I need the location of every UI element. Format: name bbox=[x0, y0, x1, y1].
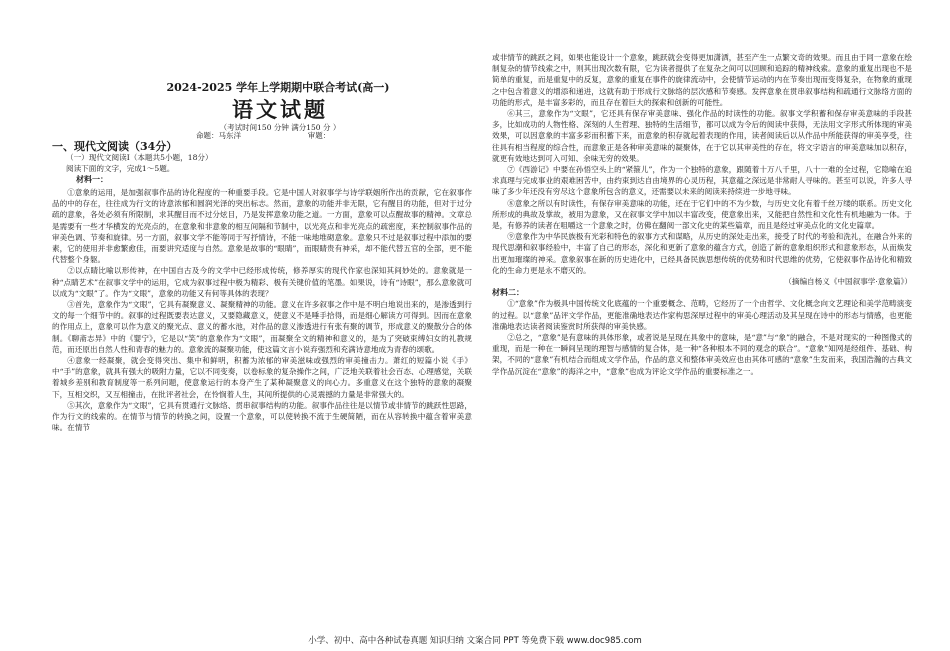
time-score-line: （考试时间150 分钟 满分150 分 ） bbox=[219, 123, 341, 132]
left-body bbox=[52, 187, 472, 433]
material1-label: 材料一： bbox=[76, 174, 108, 185]
paragraph: ①“意象”作为极具中国传统文化底蕴的一个重要概念、范畴，它经历了一个由哲学、文化概念向文艺理论和美学范畴演变的过程。以“意象”品评文学作品，更能准确地表达作家构思深厚过程中的审美心理活动及其呈现在诗中的形态与情感，也更能准确地表达读者阅读鉴赏时所获得的审美快感。 bbox=[492, 299, 912, 331]
footer-watermark: 小学、初中、高中各种试卷真题 知识归纳 文案合同 PPT 等免费下载 www.doc985.com bbox=[308, 636, 642, 646]
paragraph: ③首先，意象作为“文眼”，它具有凝聚意义、凝聚精神的功能。意义在许多叙事之作中是不明白地说出来的，是渗透到行文的每一个细节中的。叙事的过程既要表达意义，又要隐藏意义，使意义不是唾手拾得，而是细心解读方可得到。因而在意象的作用点上，意象可以作为意义的聚光点、意义的蓄水池，对作品的意义渗透进行有张有聚的调节，形成意义的聚散分合的体制。《聊斋志异》中的《婴宁》，它是以“笑”的意象作为“文眼”，而凝聚全文的精神和意义的，是为了突破束缚妇女的礼教规范，而还原出自然人性和青春的魅力的。意象流的凝聚功能，使这篇文言小说弃强烈和充满诗意地成为青春的颂歌。 bbox=[52, 300, 472, 354]
author-label: 命题：马东洋 bbox=[196, 131, 241, 140]
paragraph: 或非情节的跳跃之间，如果也能设计一个意象，跳跃就会变得更加潇洒，甚至产生一点繁文奇的效果。而且由于同一意象在绘制复杂的情节线索之中，则其出现次数有限，它为读者提供了在复杂之间可以回顾和追踪的精神线索。意象的重复出现也不是简单的重复，而是重复中的反复，意象的重复在事件的旋律流动中，会使情节运动的内在节奏出现而变得复杂，在物象的重现之中包含着意义的增添和递进，这就有助于形成行文脉络的层次感和节奏感。发挥意象在贯串叙事结构和疏通行文脉络方面的功能的形式，是丰富多彩的，而且存在着巨大的探索和创新的可能性。 bbox=[492, 53, 912, 107]
left-intro bbox=[66, 152, 472, 186]
instruction: 阅读下面的文字，完成1～5题。 bbox=[66, 164, 175, 174]
source-citation: （摘编自杨义《中国叙事学·意象篇》） bbox=[784, 277, 912, 287]
paragraph: ②以点睛比喻以形传神，在中国自古及今的文学中已经形成传统，修养厚实的现代作家也深知其间妙处的。意象就是一种“点睛艺术”在叙事文学中的运用，它成为叙事过程中极为精彩、极有关键价值的笔墨。如果说，诗有“诗眼”，那么意象就可以成为“文眼”了。作为“文眼”，意象的功能又有何等具体的表现？ bbox=[52, 266, 472, 298]
paragraph: ④意象一经凝聚，就会变得突出、集中和鲜明，积蓄为浓郁的审美滋味或强烈的审美撞击力。萧红的短篇小说《手》中“手”的意象，就具有强大的吸附力量，它以不同变奏，以卷标象的复杂操作之间，广泛地关联着社会百态、心理感觉，关联着城乡差别和教育制度等一系列问题，使意象运行的本身产生了某种凝聚意义的向心力。多重意义在这个独特的意象的凝聚下，互相交织，又互相撞击，在批评者社会，在怜悯着人生，其间所提供的心灵震撼的力量是非常强大的。 bbox=[52, 356, 472, 399]
material2-label: 材料二： bbox=[492, 287, 524, 298]
right-body bbox=[492, 52, 912, 377]
paragraph: ⑧意象之所以有时读性，有保存审美意味的功能，还在于它们中的不为少数，与历史文化有着千丝万缕的联系。历史文化所形成的典故及掌故，被用为意象，又在叙事文学中加以丰富改变，使意象出来，又能把自然性和文化性有机地融为一体。于是，有修养的读者在咀嚼这一个意象之时，仿佛在翻阅一部文化史的某些篇章，而且是经过审美点化的文化史篇章。 bbox=[492, 198, 912, 231]
exam-title: 2024-2025 学年上学期期中联合考试(高一) bbox=[166, 81, 390, 94]
reviewer-label: 审题： bbox=[307, 131, 331, 140]
section-heading: 一、现代文阅读（34分） bbox=[52, 140, 178, 153]
paragraph: ⑨意象作为中华民族极有光彩和特色的叙事方式和谋略，从历史的深处走出来，接受了时代的考验和洗礼，在融合外来的现代思潮和叙事经验中，丰富了自己的形态，深化和更新了意象的蕴含方式，创造了新的意象组织形式和意象形态，从而焕发出更加璀璨的神采。意象叙事在新的历史进化中，已经具备民族思想传统的优势和时代思维的优势，它使叙事作品诗化和精致化的生命力更是永不磨灭的。 bbox=[492, 232, 912, 275]
subject-title: 语文试题 bbox=[232, 97, 328, 122]
paragraph: ②总之，“意象”是有意味的具体形象，或者说是呈现在具象中的意味，是“意”与“象”的融合，不是对现实的一种图像式的重现，而是一种在一瞬间呈现的理智与感情的复合体，是一种“各种根本不同的观念的联合”。“意象”知网是经组件、基础、构架，不同的“意象”有机结合而组成文学作品，作品的意义和整体审美效应也由其体可感的“意象”生发而来，我国浩瀚的古典文学作品沉淀在“意象”的海洋之中，“意象”也成为评论文学作品的重要标准之一。 bbox=[492, 333, 912, 376]
author-line bbox=[196, 130, 396, 141]
paragraph: ⑥其三，意象作为“文眼”，它还具有保存审美意味、强化作品的时读性的功能。叙事文学积蓄和保存审美意味的手段甚多，比如成功的人物性格、深刻的人生哲理、独特的生活细节，都可以成为令后的阅读中获得，无法用文字形式所体现的审美效果，可以因意象的丰富多彩而积蓄下来，而意象的积存就起着表现的作用，读者阅读后以从作品中所能获得的审美享受，往往具有相当程度的综合性，而意象正是各种审美意味的凝聚体，在于它以其审美性的存在，将文字语言的审美意味加以积存，就更有效地达到可入可知、余味无穷的效果。 bbox=[492, 109, 912, 163]
paragraph: ①意象的运用，是加强叙事作品的诗化程度的一种重要手段。它是中国人对叙事学与诗学联姻所作出的贡献，它在叙事作品的中的存在，往往成为行文的诗意浓郁和圆润光泽的突出标志。然而，意象的功能并非无限，它有醒目的功能，但对于过分疏的意象，各处必须有所限制，求其醒目而不过分炫目，乃是发挥意象功能之道。一方面，意象可以点醒故事的精神。文章总是需要有一些才华横发的光亮点的，在意象和非意象的相互间隔和节制中，以光亮点和非光亮点的疏密度，来控制叙事作品的审美色调、节奏和旋律。另一方面，叙事文学不能等同于写抒情诗，不能一味地堆砌意象。意象只不过是叙事过程中添加的要素，它的使用并非愈繁愈佳，而要讲究适度与自然。意象是故事的“眼睛”，而眼睛贵有神采，却不能代替五官的全部，更不能代替整个身躯。 bbox=[52, 188, 472, 265]
paragraph: ⑦《西游记》中要在孙悟空头上的“紧箍儿”，作为一个独特的意象，跟随着十万八千里，八十一难的全过程，它隐喻在追求真理与完成事业的艰难困苦中，由约束到达自由境界的心灵历程，其意蕴之深远是非常耐人寻味的。甚至可以说，许多人寻味了多少年还没有穷尽这个意象所包含的意义，还需要以未来的阅读来持续进一步地寻味。 bbox=[492, 165, 912, 197]
sub-section-title: （一）现代文阅读Ⅰ（本题共5小题，18分） bbox=[66, 153, 213, 162]
paragraph: ⑤其次，意象作为“文眼”，它具有贯通行文脉络、贯串叙事结构的功能。叙事作品往往是以情节或非情节的跳跃性思路，作为行文的线索的。在情节与情节的转换之间，设置一个意象，可以使转换不流于生硬简陋，而在从容转换中蕴含着审美意味。在情节 bbox=[52, 400, 472, 433]
